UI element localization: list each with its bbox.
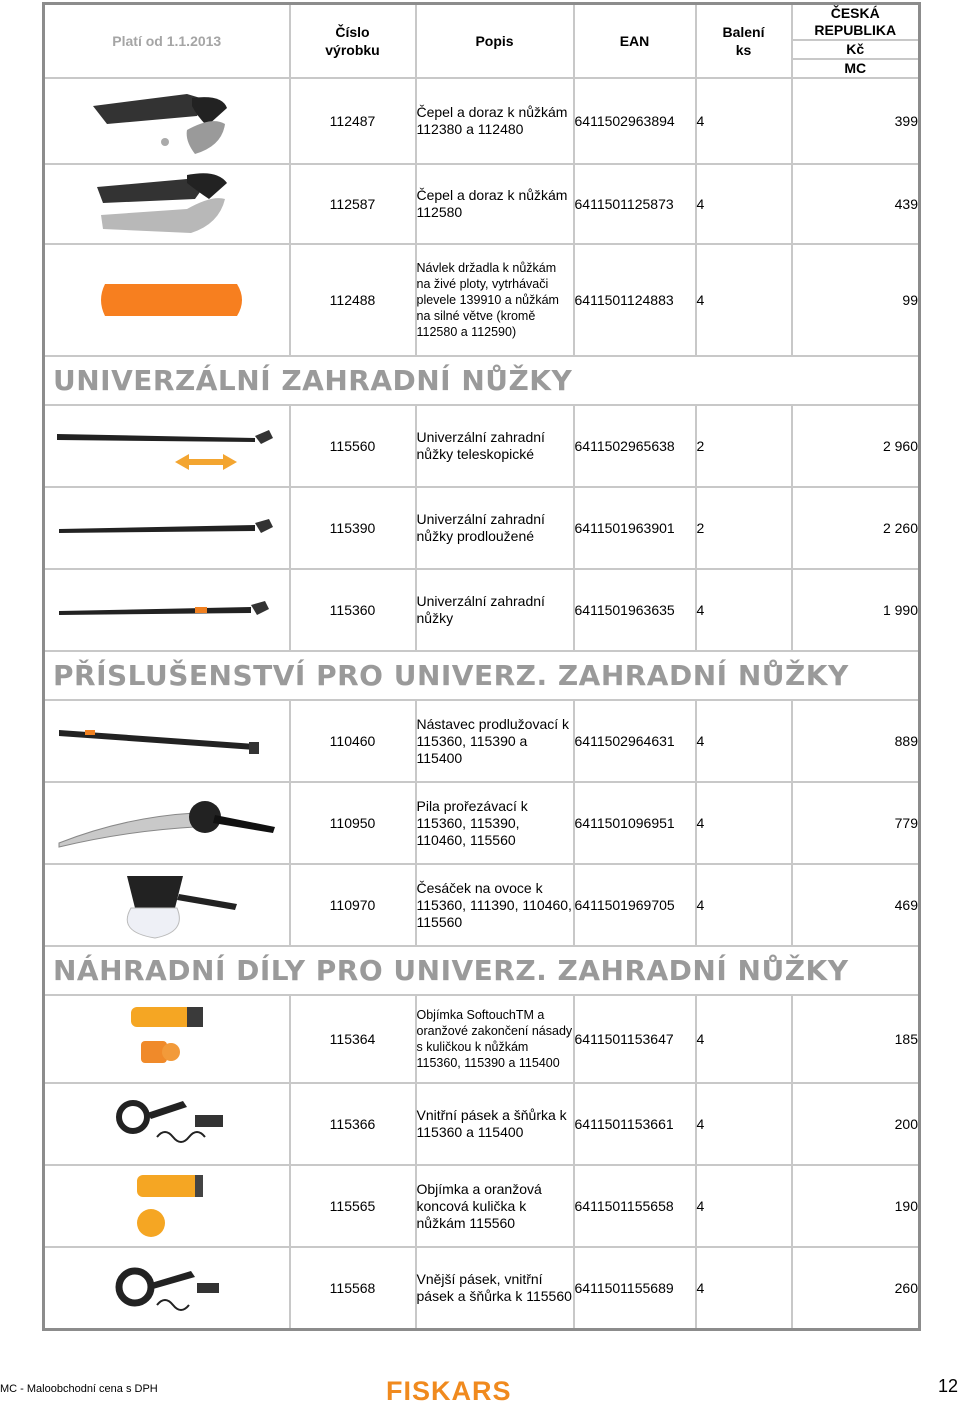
table-row (44, 1083, 920, 1165)
product-description: Návlek držadla k nůžkám na živé ploty, vytrhávači plevele 139910 a nůžkám na silné větve (kromě 112580 a 112590) (416, 244, 574, 356)
product-pack: 4 (696, 864, 792, 946)
product-price: 469 (792, 864, 920, 946)
product-ean: 6411501153661 (574, 1083, 696, 1165)
grip-and-end-ball-icon (87, 1169, 247, 1243)
footer-note: MC - Maloobchodní cena s DPH (0, 1383, 158, 1395)
col-desc-header: Popis (416, 4, 574, 79)
product-number: 110950 (290, 782, 416, 864)
product-image (44, 405, 290, 487)
long-pruner-icon (55, 513, 279, 543)
product-description: Česáček na ovoce k 115360, 111390, 110460, 115560 (416, 864, 574, 946)
product-description: Univerzální zahradní nůžky prodloužené (416, 487, 574, 569)
product-price: 439 (792, 164, 920, 244)
section-row (44, 946, 920, 995)
product-ean: 6411502965638 (574, 405, 696, 487)
product-pack: 4 (696, 782, 792, 864)
product-ean: 6411501969705 (574, 864, 696, 946)
product-ean: 6411501963901 (574, 487, 696, 569)
product-number: 115390 (290, 487, 416, 569)
col-price-header (792, 4, 920, 79)
product-pack: 4 (696, 700, 792, 782)
product-pack: 4 (696, 78, 792, 164)
product-description: Univerzální zahradní nůžky teleskopické (416, 405, 574, 487)
product-price: 190 (792, 1165, 920, 1247)
table-row (44, 1247, 920, 1329)
brand-name: FISKARS (386, 1376, 512, 1406)
pruning-saw-icon (55, 791, 279, 855)
table-row (44, 405, 920, 487)
table-row (44, 569, 920, 651)
section-row (44, 651, 920, 700)
product-price: 399 (792, 78, 920, 164)
product-description: Čepel a doraz k nůžkám 112580 (416, 164, 574, 244)
product-image (44, 1165, 290, 1247)
table-row (44, 995, 920, 1083)
col-pack-header: Balení ks (696, 4, 792, 79)
product-ean: 6411502964631 (574, 700, 696, 782)
product-ean: 6411501153647 (574, 995, 696, 1083)
product-pack: 2 (696, 487, 792, 569)
product-description: Objímka SoftouchTM a oranžové zakončení násady s kuličkou k nůžkám 115360, 115390 a 115400 (416, 995, 574, 1083)
table-row (44, 78, 920, 164)
extension-pole-icon (55, 716, 279, 766)
section-title: PŘÍSLUŠENSTVÍ PRO UNIVERZ. ZAHRADNÍ NŮŽKY (44, 651, 920, 700)
product-pack: 4 (696, 1165, 792, 1247)
fiskars-logo-icon (386, 1374, 576, 1406)
product-pack: 4 (696, 1083, 792, 1165)
product-number: 112487 (290, 78, 416, 164)
product-number: 115565 (290, 1165, 416, 1247)
page-number: 12 (937, 1376, 958, 1396)
product-image (44, 569, 290, 651)
product-pack: 4 (696, 164, 792, 244)
product-number: 110460 (290, 700, 416, 782)
product-price: 200 (792, 1083, 920, 1165)
product-image (44, 782, 290, 864)
product-ean: 6411501125873 (574, 164, 696, 244)
section-title: NÁHRADNÍ DÍLY PRO UNIVERZ. ZAHRADNÍ NŮŽKY (44, 946, 920, 995)
product-price: 889 (792, 700, 920, 782)
product-image (44, 1247, 290, 1329)
table-row (44, 782, 920, 864)
product-pack: 2 (696, 405, 792, 487)
header-row (44, 4, 920, 79)
product-price: 260 (792, 1247, 920, 1329)
blade-and-stop-icon (87, 86, 247, 156)
section-title: UNIVERZÁLNÍ ZAHRADNÍ NŮŽKY (44, 356, 920, 405)
fiskars-logo (386, 1374, 576, 1411)
product-number: 110970 (290, 864, 416, 946)
product-ean: 6411501096951 (574, 782, 696, 864)
product-price: 1 990 (792, 569, 920, 651)
product-image (44, 864, 290, 946)
product-description: Čepel a doraz k nůžkám 112380 a 112480 (416, 78, 574, 164)
price-list-table (42, 2, 921, 1331)
product-image (44, 700, 290, 782)
product-ean: 6411501963635 (574, 569, 696, 651)
product-number: 115366 (290, 1083, 416, 1165)
table-row (44, 700, 920, 782)
strap-set-icon (87, 1253, 247, 1323)
product-image (44, 995, 290, 1083)
product-description: Pila prořezávací k 115360, 115390, 110460, 115560 (416, 782, 574, 864)
product-description: Objímka a oranžová koncová kulička k nůžkám 115560 (416, 1165, 574, 1247)
product-number: 115360 (290, 569, 416, 651)
col-number-header: Číslo výrobku (290, 4, 416, 79)
product-number: 112587 (290, 164, 416, 244)
price-country: ČESKÁ REPUBLIKA (814, 5, 897, 38)
table-row (44, 244, 920, 356)
table-row (44, 864, 920, 946)
blade-and-stop-icon (87, 169, 247, 239)
product-number: 112488 (290, 244, 416, 356)
product-ean: 6411501155689 (574, 1247, 696, 1329)
grip-and-end-cap-icon (87, 1001, 247, 1077)
product-ean: 6411501155658 (574, 1165, 696, 1247)
telescopic-pruner-icon (55, 416, 279, 476)
product-description: Vnitřní pásek a šňůrka k 115360 a 115400 (416, 1083, 574, 1165)
price-currency: Kč (793, 39, 919, 58)
product-pack: 4 (696, 569, 792, 651)
product-pack: 4 (696, 995, 792, 1083)
product-pack: 4 (696, 1247, 792, 1329)
product-number: 115560 (290, 405, 416, 487)
product-number: 115364 (290, 995, 416, 1083)
product-description: Vnější pásek, vnitřní pásek a šňůrka k 115560 (416, 1247, 574, 1329)
table-row (44, 164, 920, 244)
product-image (44, 244, 290, 356)
product-description: Univerzální zahradní nůžky (416, 569, 574, 651)
product-image (44, 487, 290, 569)
product-price: 2 260 (792, 487, 920, 569)
price-type: MC (793, 58, 919, 77)
product-price: 99 (792, 244, 920, 356)
pruner-icon (55, 595, 279, 625)
valid-from: Platí od 1.1.2013 (44, 4, 290, 79)
section-row (44, 356, 920, 405)
product-pack: 4 (696, 244, 792, 356)
table-row (44, 487, 920, 569)
product-description: Nástavec prodlužovací k 115360, 115390 a 115400 (416, 700, 574, 782)
product-price: 779 (792, 782, 920, 864)
product-price: 2 960 (792, 405, 920, 487)
orange-grip-sleeve-icon (87, 270, 247, 330)
table-row (44, 1165, 920, 1247)
strap-and-cord-icon (87, 1089, 247, 1159)
product-image (44, 78, 290, 164)
fruit-picker-icon (87, 868, 247, 942)
product-image (44, 1083, 290, 1165)
product-ean: 6411501124883 (574, 244, 696, 356)
product-ean: 6411502963894 (574, 78, 696, 164)
product-image (44, 164, 290, 244)
col-ean-header: EAN (574, 4, 696, 79)
product-price: 185 (792, 995, 920, 1083)
product-number: 115568 (290, 1247, 416, 1329)
